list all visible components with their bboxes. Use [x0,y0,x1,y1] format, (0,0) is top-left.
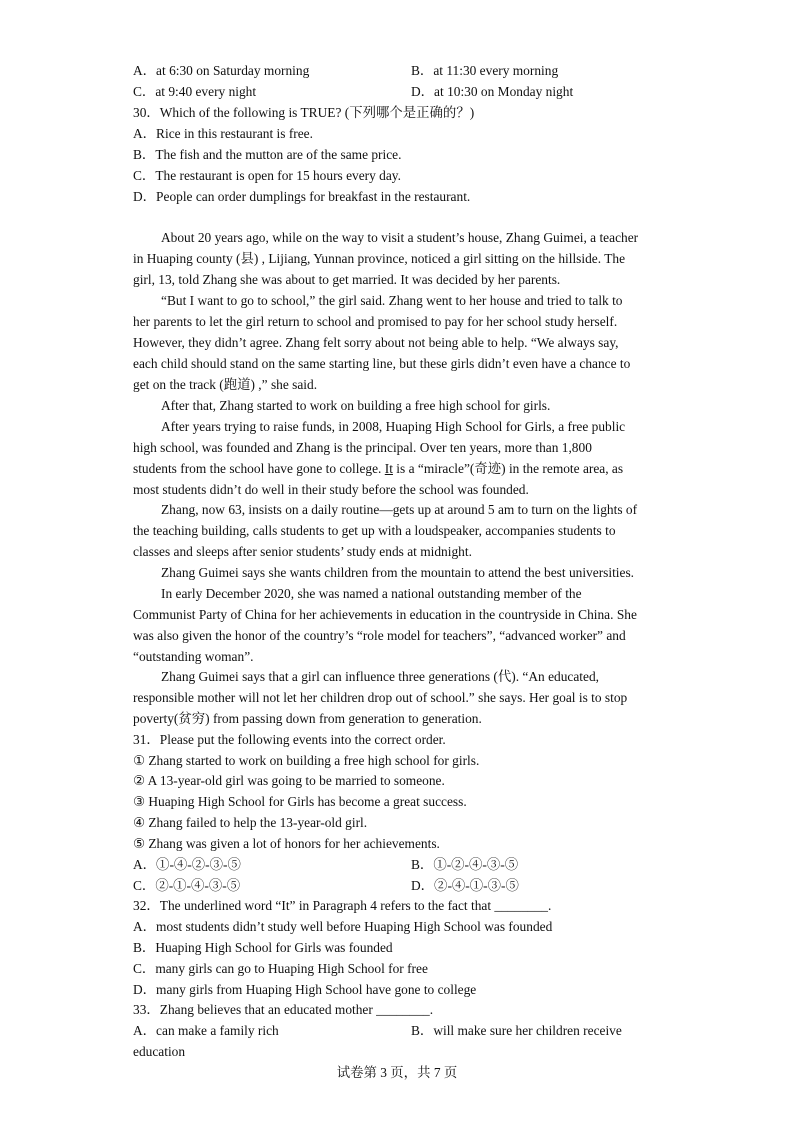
passage-p1-line-1: About 20 years ago, while on the way to visit a student’s house, Zhang Guimei, a teacher [161,230,639,245]
underlined-word-it: It [384,461,393,476]
q31-event-3: ③ Huaping High School for Girls has become a great success. [133,794,467,809]
q32-option-c: C．many girls can go to Huaping High School for free [133,961,428,976]
q31-question: 31．Please put the following events into the correct order. [133,732,446,747]
passage-p7-line-2: Communist Party of China for her achievements in education in the countryside in China. She [133,607,637,622]
q30-question: 30．Which of the following is TRUE? (下列哪个是正确的？) [133,105,475,120]
passage-p7-line-1: In early December 2020, she was named a national outstanding member of the [161,586,582,601]
q29-option-c: C．at 9:40 every night [133,84,257,99]
q31-event-5: ⑤ Zhang was given a lot of honors for her achievements. [133,836,440,851]
passage-p5-line-1: Zhang, now 63, insists on a daily routine—gets up at around 5 am to turn on the lights of [161,502,638,517]
q30-option-b: B．The fish and the mutton are of the same price. [133,147,402,162]
passage-p5-line-2: the teaching building, calls students to get up with a loudspeaker, accompanies students to [133,523,616,538]
q31-option-a: A．①-④-②-③-⑤ [133,857,241,872]
q30-option-d: D．People can order dumplings for breakfast in the restaurant. [133,189,471,204]
q33-option-a: A．can make a family rich [133,1023,279,1038]
passage-p4-line-3 [133,459,661,479]
passage-p8-line-1: Zhang Guimei says that a girl can influence three generations (代). “An educated, [161,669,600,684]
passage-p4-line-3-start: students from the school have gone to college. [133,461,385,476]
q33-question: 33．Zhang believes that an educated mother ________. [133,1002,434,1017]
passage-p1-line-2: in Huaping county (县) , Lijiang, Yunnan province, noticed a girl sitting on the hillside. The [133,251,626,266]
q31-option-c: C．②-①-④-③-⑤ [133,878,241,893]
passage-p2-line-5: get on the track (跑道) ,” she said. [133,377,318,392]
q31-options-row-1 [133,855,661,875]
passage-p4-line-3-end: is a “miracle”(奇迹) in the remote area, as [392,461,624,476]
q32-question: 32．The underlined word “It” in Paragraph 4 refers to the fact that ________. [133,898,552,913]
q31-event-1: ① Zhang started to work on building a free high school for girls. [133,753,480,768]
passage-p1-line-3: girl, 13, told Zhang she was about to get married. It was decided by her parents. [133,272,561,287]
passage-p6-line-1: Zhang Guimei says she wants children from the mountain to attend the best universities. [161,565,635,580]
passage-p2-line-3: However, they didn’t agree. Zhang felt sorry about not being able to help. “We always say, [133,335,619,350]
passage-p2-line-1: “But I want to go to school,” the girl said. Zhang went to her house and tried to talk to [161,293,623,308]
q33-options-row-1 [133,1021,661,1041]
q33-option-b: B．will make sure her children receive [411,1023,622,1038]
page-footer: 试卷第 3 页，共 7 页 [336,1065,458,1080]
q31-event-4: ④ Zhang failed to help the 13-year-old girl. [133,815,368,830]
q29-options-row-2 [133,82,661,102]
passage-p5-line-3: classes and sleeps after senior students’ study ends at midnight. [133,544,472,559]
passage-p8-line-3: poverty(贫穷) from passing down from generation to generation. [133,711,482,726]
q29-option-d: D．at 10:30 on Monday night [411,84,574,99]
passage-p2-line-2: her parents to let the girl return to school and promised to pay for her school study herself. [133,314,618,329]
q32-option-a: A．most students didn’t study well before Huaping High School was founded [133,919,553,934]
q32-option-d: D．many girls from Huaping High School have gone to college [133,982,477,997]
q31-options-row-2 [133,876,661,896]
q30-option-a: A．Rice in this restaurant is free. [133,126,313,141]
passage-p2-line-4: each child should stand on the same starting line, but these girls didn’t even have a chance to [133,356,631,371]
passage-p4-line-4: most students didn’t do well in their study before the school was founded. [133,482,529,497]
q33-option-b-continued: education [133,1044,186,1059]
passage-p4-line-2: high school, was founded and Zhang is the principal. Over ten years, more than 1,800 [133,440,592,455]
q31-option-b: B．①-②-④-③-⑤ [411,857,519,872]
passage-p7-line-3: was also given the honor of the country’s “role model for teachers”, “advanced worker” and [133,628,626,643]
q30-option-c: C．The restaurant is open for 15 hours every day. [133,168,401,183]
passage-p4-line-1: After years trying to raise funds, in 2008, Huaping High School for Girls, a free public [161,419,626,434]
q29-option-b: B．at 11:30 every morning [411,63,559,78]
passage-p8-line-2: responsible mother will not let her children drop out of school.” she says. Her goal is to stop [133,690,628,705]
q29-option-a: A．at 6:30 on Saturday morning [133,63,310,78]
q31-option-d: D．②-④-①-③-⑤ [411,878,519,893]
q31-event-2: ② A 13-year-old girl was going to be married to someone. [133,773,445,788]
passage-p7-line-4: “outstanding woman”. [133,649,254,664]
q29-options-row-1 [133,61,661,81]
passage-p3-line-1: After that, Zhang started to work on building a free high school for girls. [161,398,551,413]
q32-option-b: B．Huaping High School for Girls was founded [133,940,393,955]
